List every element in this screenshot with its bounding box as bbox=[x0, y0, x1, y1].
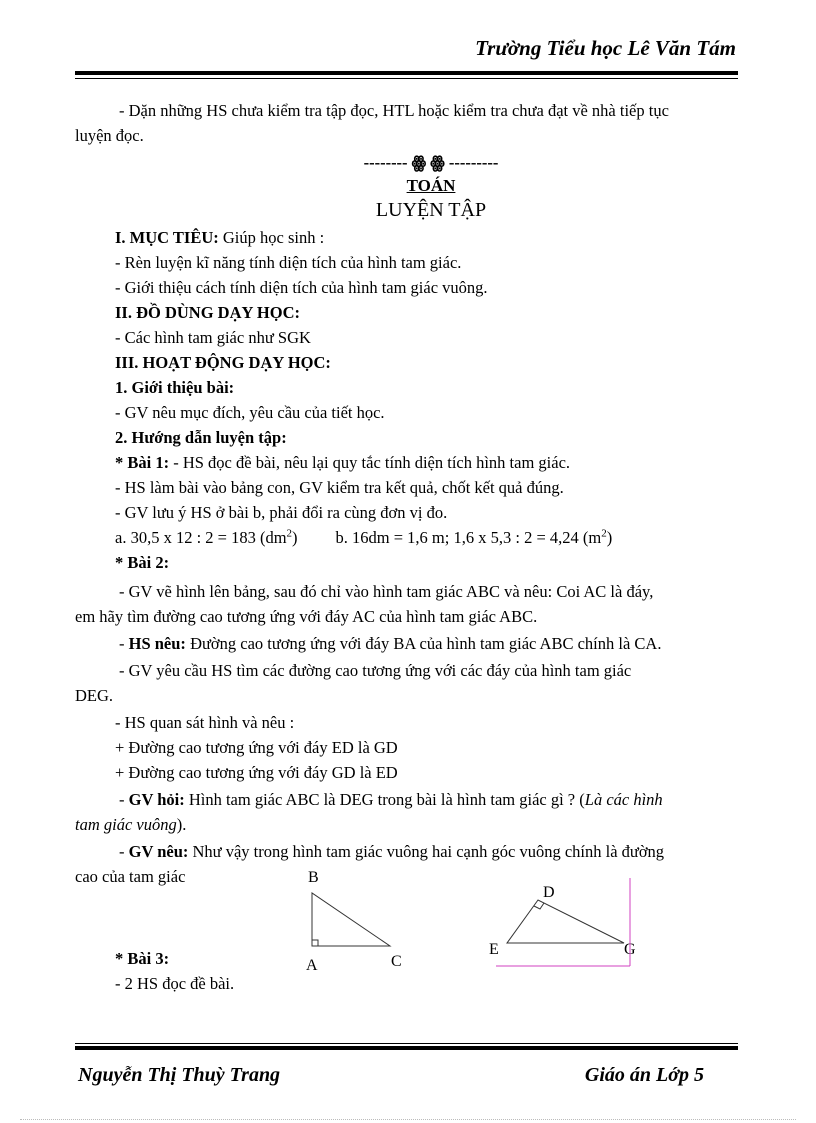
label-g: G bbox=[624, 941, 636, 958]
triangle-abc bbox=[306, 869, 402, 974]
intro-text: - GV nêu mục đích, yêu cầu của tiết học. bbox=[115, 403, 385, 422]
bai2-p1-line-1: - GV vẽ hình lên bảng, sau đó chỉ vào hình tam giác ABC và nêu: Coi AC là đáy, bbox=[119, 582, 654, 601]
bai2-p2-label: HS nêu: bbox=[128, 634, 186, 653]
label-e: E bbox=[489, 941, 499, 958]
header-rule-thin bbox=[75, 78, 738, 79]
document-body bbox=[75, 98, 747, 889]
bai1-answers bbox=[115, 525, 747, 550]
footer-rule-thin bbox=[75, 1043, 738, 1044]
bai2-label: * Bài 2: bbox=[115, 553, 170, 572]
bai2-p8-line-2: cao của tam giác bbox=[75, 867, 186, 886]
bai2-p8-label: GV nêu: bbox=[128, 842, 189, 861]
objective-1: - Rèn luyện kĩ năng tính diện tích của hình tam giác. bbox=[115, 253, 462, 272]
bai2-p1-line-2: em hãy tìm đường cao tương ứng với đáy AC của hình tam giác ABC. bbox=[75, 607, 538, 626]
lesson-title: LUYỆN TẬP bbox=[375, 199, 487, 221]
bai3-label: * Bài 3: bbox=[115, 949, 170, 968]
label-a: A bbox=[306, 957, 318, 974]
bai1-text: - HS đọc đề bài, nêu lại quy tắc tính diện tích hình tam giác. bbox=[169, 453, 571, 472]
bai2-p2: - HS nêu: Đường cao tương ứng với đáy BA của hình tam giác ABC chính là CA. bbox=[119, 634, 662, 653]
bai1-line-2: - HS làm bài vào bảng con, GV kiểm tra kết quả, chốt kết quả đúng. bbox=[115, 478, 564, 497]
objective-2: - Giới thiệu cách tính diện tích của hình tam giác vuông. bbox=[115, 278, 488, 297]
bai3-block bbox=[115, 946, 234, 996]
label-b: B bbox=[308, 869, 319, 886]
label-c: C bbox=[391, 953, 402, 970]
materials-heading: II. ĐỒ DÙNG DẠY HỌC: bbox=[115, 303, 301, 322]
bai2-p3-line-1: - GV yêu cầu HS tìm các đường cao tương ứng với các đáy của hình tam giác bbox=[119, 661, 632, 680]
footer-doc-label: Giáo án Lớp 5 bbox=[584, 1064, 704, 1086]
page-bottom-border bbox=[20, 1119, 796, 1120]
triangle-figures bbox=[290, 862, 650, 977]
objectives-intro: Giúp học sinh : bbox=[218, 228, 325, 247]
intro-line-1: - Dặn những HS chưa kiểm tra tập đọc, HTL hoặc kiểm tra chưa đạt về nhà tiếp tục bbox=[119, 101, 669, 120]
bai1-paragraph bbox=[115, 450, 747, 475]
bai2-p6: + Đường cao tương ứng với đáy GD là ED bbox=[115, 763, 398, 782]
section-separator: -------- ꙮ ꙮ --------- bbox=[363, 153, 499, 172]
footer-author: Nguyễn Thị Thuỳ Trang bbox=[78, 1064, 281, 1086]
bai2-p7-line-2: tam giác vuông). bbox=[75, 815, 187, 834]
header-rule-thick bbox=[75, 71, 738, 75]
answer-b: b. 16dm = 1,6 m; 1,6 x 5,3 : 2 = 4,24 $(m^2)$ bbox=[335, 527, 613, 547]
answer-a: a. 30,5 x 12 : 2 = 183 $(dm^2)$ bbox=[115, 527, 298, 547]
activities-heading: III. HOẠT ĐỘNG DẠY HỌC: bbox=[115, 353, 331, 372]
bai2-p5: + Đường cao tương ứng với đáy ED là GD bbox=[115, 738, 398, 757]
objectives-paragraph bbox=[115, 225, 747, 250]
subject-heading: TOÁN bbox=[406, 176, 456, 195]
school-name: Trường Tiểu học Lê Văn Tám bbox=[475, 36, 736, 60]
objectives-heading: I. MỤC TIÊU: bbox=[115, 228, 219, 247]
bai1-label: * Bài 1: bbox=[115, 453, 170, 472]
bai1-line-3: - GV lưu ý HS ở bài b, phải đổi ra cùng đơn vị đo. bbox=[115, 503, 448, 522]
bai2-p3-line-2: DEG. bbox=[75, 686, 114, 705]
bai2-p4: - HS quan sát hình và nêu : bbox=[115, 713, 295, 732]
bai2-p7-label: GV hỏi: bbox=[128, 790, 185, 809]
label-d: D bbox=[543, 884, 555, 901]
triangle-deg bbox=[489, 878, 636, 966]
bai2-p8: - GV nêu: Như vậy trong hình tam giác vuông hai cạnh góc vuông chính là đường bbox=[119, 842, 665, 861]
intro-line-2: luyện đọc. bbox=[75, 126, 144, 145]
bai3-line-1: - 2 HS đọc đề bài. bbox=[115, 974, 235, 993]
footer-rule-thick bbox=[75, 1046, 738, 1050]
materials-item: - Các hình tam giác như SGK bbox=[115, 328, 311, 347]
guide-heading: 2. Hướng dẫn luyện tập: bbox=[115, 428, 287, 447]
intro-heading: 1. Giới thiệu bài: bbox=[115, 378, 235, 397]
bai2-p7: - GV hỏi: Hình tam giác ABC là DEG trong bài là hình tam giác gì ? (Là các hình bbox=[119, 790, 663, 809]
